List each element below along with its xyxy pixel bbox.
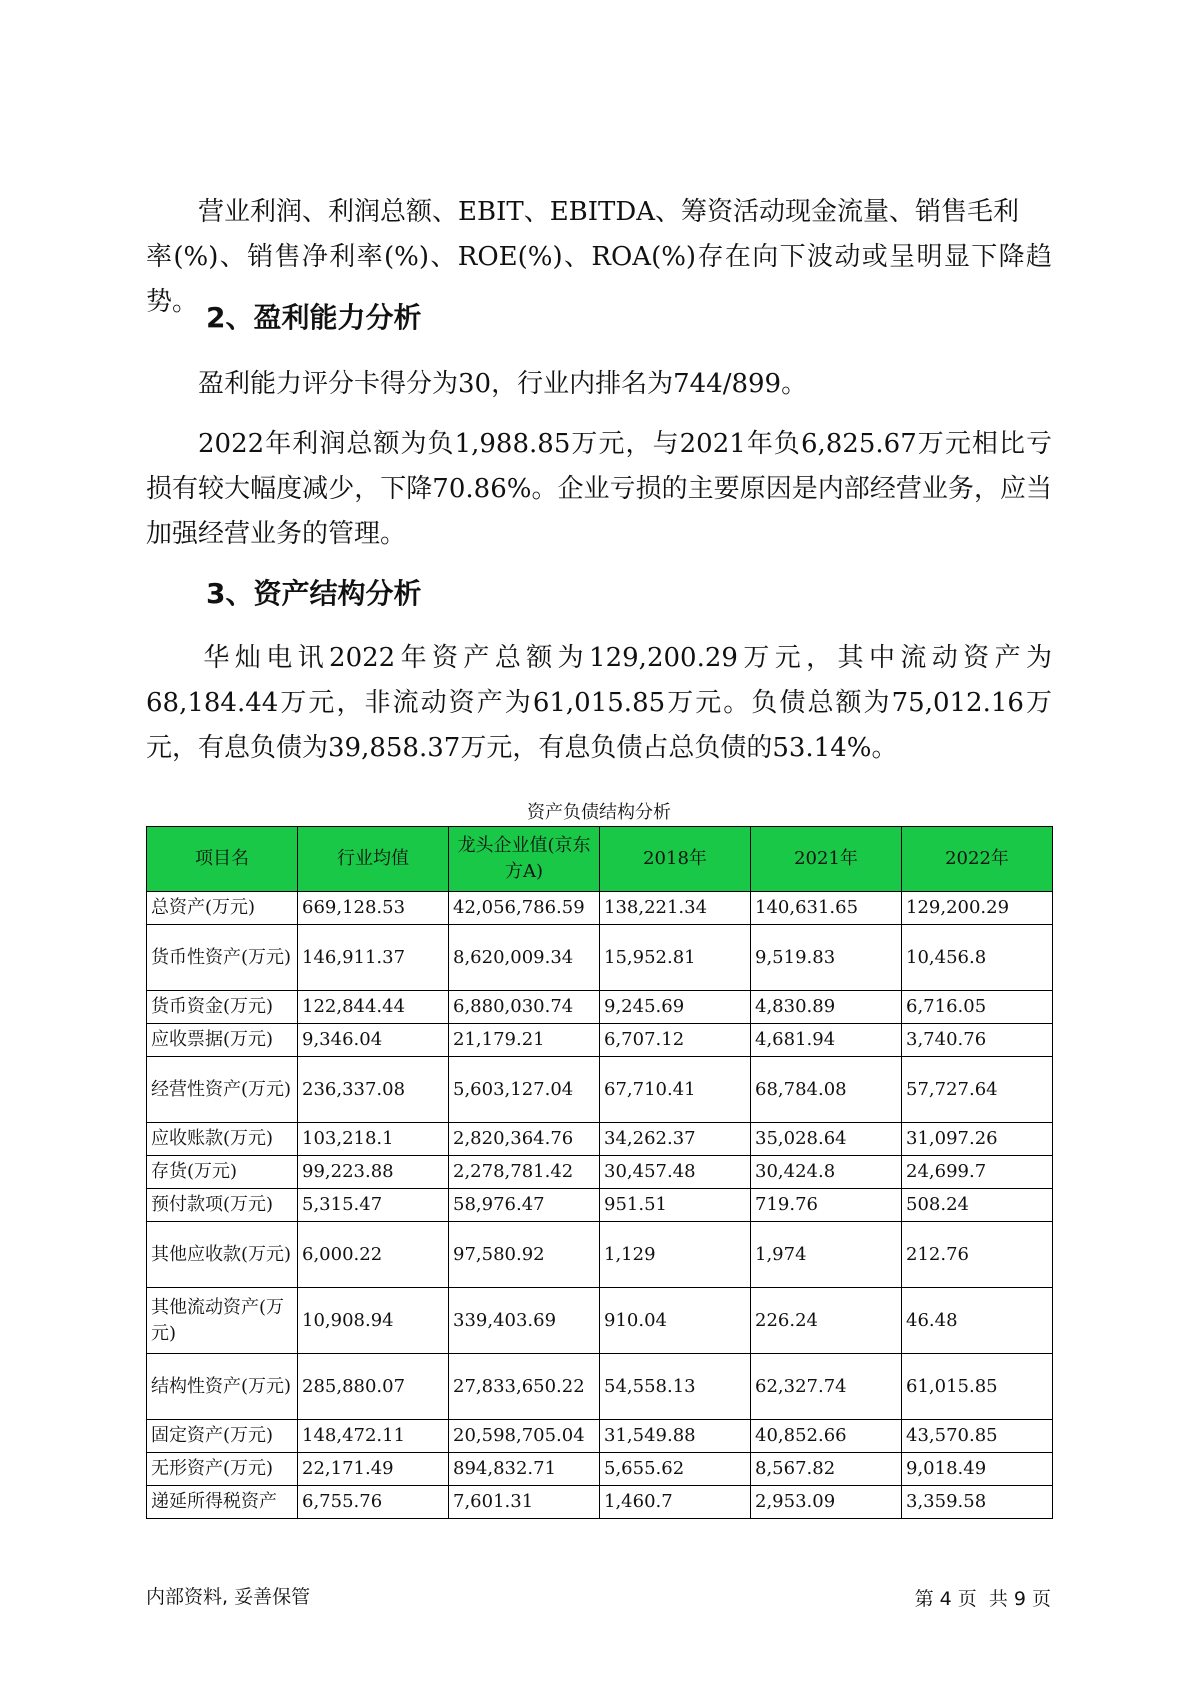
table-cell: 货币资金(万元) <box>147 991 298 1024</box>
paragraph-profitability-score-text: 盈利能力评分卡得分为30，行业内排名为744/899。 <box>198 369 808 399</box>
column-header: 项目名 <box>147 827 298 892</box>
table-cell: 10,456.8 <box>902 925 1053 991</box>
table-cell: 30,457.48 <box>600 1156 751 1189</box>
table-cell: 68,784.08 <box>751 1057 902 1123</box>
table-cell: 62,327.74 <box>751 1354 902 1420</box>
table-cell: 138,221.34 <box>600 892 751 925</box>
table-cell: 存货(万元) <box>147 1156 298 1189</box>
paragraph-profit-total-text: 2022年利润总额为负1,988.85万元，与2021年负6,825.67万元相比亏损有较大幅度减少，下降70.86%。企业亏损的主要原因是内部经营业务，应当加强经营业务的管理。 <box>146 429 1052 549</box>
table-row <box>147 1024 1053 1057</box>
table-cell: 4,830.89 <box>751 991 902 1024</box>
table-cell: 54,558.13 <box>600 1354 751 1420</box>
section-heading-asset-structure: 3、资产结构分析 <box>206 577 422 610</box>
table-cell: 43,570.85 <box>902 1420 1053 1453</box>
table-cell: 31,549.88 <box>600 1420 751 1453</box>
table-title: 资产负债结构分析 <box>527 802 671 823</box>
table-cell: 6,755.76 <box>298 1486 449 1519</box>
table-cell: 58,976.47 <box>449 1189 600 1222</box>
table-row <box>147 1420 1053 1453</box>
column-header: 2018年 <box>600 827 751 892</box>
table-cell: 31,097.26 <box>902 1123 1053 1156</box>
table-row <box>147 1288 1053 1354</box>
table-cell: 57,727.64 <box>902 1057 1053 1123</box>
table-cell: 9,346.04 <box>298 1024 449 1057</box>
table-cell: 1,129 <box>600 1222 751 1288</box>
table-cell: 46.48 <box>902 1288 1053 1354</box>
table-cell: 67,710.41 <box>600 1057 751 1123</box>
table-cell: 经营性资产(万元) <box>147 1057 298 1123</box>
table-cell: 30,424.8 <box>751 1156 902 1189</box>
table-cell: 894,832.71 <box>449 1453 600 1486</box>
column-header: 龙头企业值(京东方A) <box>449 827 600 892</box>
table-cell: 951.51 <box>600 1189 751 1222</box>
table-cell: 5,655.62 <box>600 1453 751 1486</box>
table-cell: 1,974 <box>751 1222 902 1288</box>
table-cell: 339,403.69 <box>449 1288 600 1354</box>
table-cell: 285,880.07 <box>298 1354 449 1420</box>
table-cell: 无形资产(万元) <box>147 1453 298 1486</box>
table-cell: 总资产(万元) <box>147 892 298 925</box>
table-cell: 99,223.88 <box>298 1156 449 1189</box>
table-cell: 7,601.31 <box>449 1486 600 1519</box>
table-cell: 122,844.44 <box>298 991 449 1024</box>
table-cell: 2,953.09 <box>751 1486 902 1519</box>
table-cell: 6,880,030.74 <box>449 991 600 1024</box>
table-row <box>147 892 1053 925</box>
table-cell: 应收账款(万元) <box>147 1123 298 1156</box>
table-cell: 预付款项(万元) <box>147 1189 298 1222</box>
paragraph-asset-structure-text: 华灿电讯2022年资产总额为129,200.29万元，其中流动资产为68,184.44万元，非流动资产为61,015.85万元。负债总额为75,012.16万元，有息负债为39,858.37万元，有息负债占总负债的53.14%。 <box>146 643 1052 763</box>
table-row <box>147 991 1053 1024</box>
table-cell: 递延所得税资产 <box>147 1486 298 1519</box>
table-cell: 5,603,127.04 <box>449 1057 600 1123</box>
table-cell: 236,337.08 <box>298 1057 449 1123</box>
table-cell: 6,000.22 <box>298 1222 449 1288</box>
table-cell: 10,908.94 <box>298 1288 449 1354</box>
table-row <box>147 1057 1053 1123</box>
table-cell: 669,128.53 <box>298 892 449 925</box>
table-cell: 40,852.66 <box>751 1420 902 1453</box>
table-cell: 24,699.7 <box>902 1156 1053 1189</box>
column-header: 行业均值 <box>298 827 449 892</box>
table-cell: 6,716.05 <box>902 991 1053 1024</box>
table-cell: 22,171.49 <box>298 1453 449 1486</box>
paragraph-trend-line-1: 营业利润、利润总额、EBIT、EBITDA、筹资活动现金流量、销售毛利 <box>198 197 1020 227</box>
table-cell: 719.76 <box>751 1189 902 1222</box>
section-heading-profitability: 2、盈利能力分析 <box>206 301 422 334</box>
table-cell: 9,245.69 <box>600 991 751 1024</box>
table-cell: 9,519.83 <box>751 925 902 991</box>
table-header-row <box>147 827 1053 892</box>
table-cell: 6,707.12 <box>600 1024 751 1057</box>
table-cell: 结构性资产(万元) <box>147 1354 298 1420</box>
table-row <box>147 1222 1053 1288</box>
table-row <box>147 1189 1053 1222</box>
table-cell: 103,218.1 <box>298 1123 449 1156</box>
column-header: 2022年 <box>902 827 1053 892</box>
table-row <box>147 925 1053 991</box>
table-cell: 8,567.82 <box>751 1453 902 1486</box>
table-cell: 97,580.92 <box>449 1222 600 1288</box>
table-cell: 20,598,705.04 <box>449 1420 600 1453</box>
table-cell: 3,359.58 <box>902 1486 1053 1519</box>
paragraph-trend-line-2: 率(%)、销售净利率(%)、ROE(%)、ROA(%)存在向下波动或呈明显下降趋势。 <box>146 242 1052 317</box>
table-row <box>147 1123 1053 1156</box>
table-cell: 508.24 <box>902 1189 1053 1222</box>
table-cell: 15,952.81 <box>600 925 751 991</box>
table-cell: 148,472.11 <box>298 1420 449 1453</box>
balance-structure-table <box>146 826 1053 1519</box>
table-cell: 21,179.21 <box>449 1024 600 1057</box>
table-cell: 27,833,650.22 <box>449 1354 600 1420</box>
table-cell: 应收票据(万元) <box>147 1024 298 1057</box>
table-cell: 1,460.7 <box>600 1486 751 1519</box>
table-cell: 3,740.76 <box>902 1024 1053 1057</box>
table-cell: 货币性资产(万元) <box>147 925 298 991</box>
table-cell: 140,631.65 <box>751 892 902 925</box>
table-row <box>147 1156 1053 1189</box>
table-cell: 910.04 <box>600 1288 751 1354</box>
table-cell: 35,028.64 <box>751 1123 902 1156</box>
table-cell: 212.76 <box>902 1222 1053 1288</box>
table-row <box>147 1354 1053 1420</box>
table-cell: 5,315.47 <box>298 1189 449 1222</box>
table-cell: 4,681.94 <box>751 1024 902 1057</box>
table-row <box>147 1453 1053 1486</box>
table-row <box>147 1486 1053 1519</box>
table-cell: 34,262.37 <box>600 1123 751 1156</box>
table-cell: 146,911.37 <box>298 925 449 991</box>
table-cell: 其他流动资产(万元) <box>147 1288 298 1354</box>
footer-confidential-note: 内部资料, 妥善保管 <box>146 1586 311 1608</box>
table-cell: 61,015.85 <box>902 1354 1053 1420</box>
table-cell: 其他应收款(万元) <box>147 1222 298 1288</box>
paragraph-asset-structure <box>146 636 1052 771</box>
table-cell: 226.24 <box>751 1288 902 1354</box>
column-header: 2021年 <box>751 827 902 892</box>
table-cell: 2,820,364.76 <box>449 1123 600 1156</box>
table-cell: 129,200.29 <box>902 892 1053 925</box>
table-cell: 42,056,786.59 <box>449 892 600 925</box>
table-cell: 9,018.49 <box>902 1453 1053 1486</box>
table-cell: 2,278,781.42 <box>449 1156 600 1189</box>
footer-page-number: 第 4 页 共 9 页 <box>914 1588 1051 1610</box>
table-cell: 8,620,009.34 <box>449 925 600 991</box>
table-cell: 固定资产(万元) <box>147 1420 298 1453</box>
paragraph-profit-total <box>146 422 1052 557</box>
paragraph-profitability-score <box>146 362 1052 407</box>
